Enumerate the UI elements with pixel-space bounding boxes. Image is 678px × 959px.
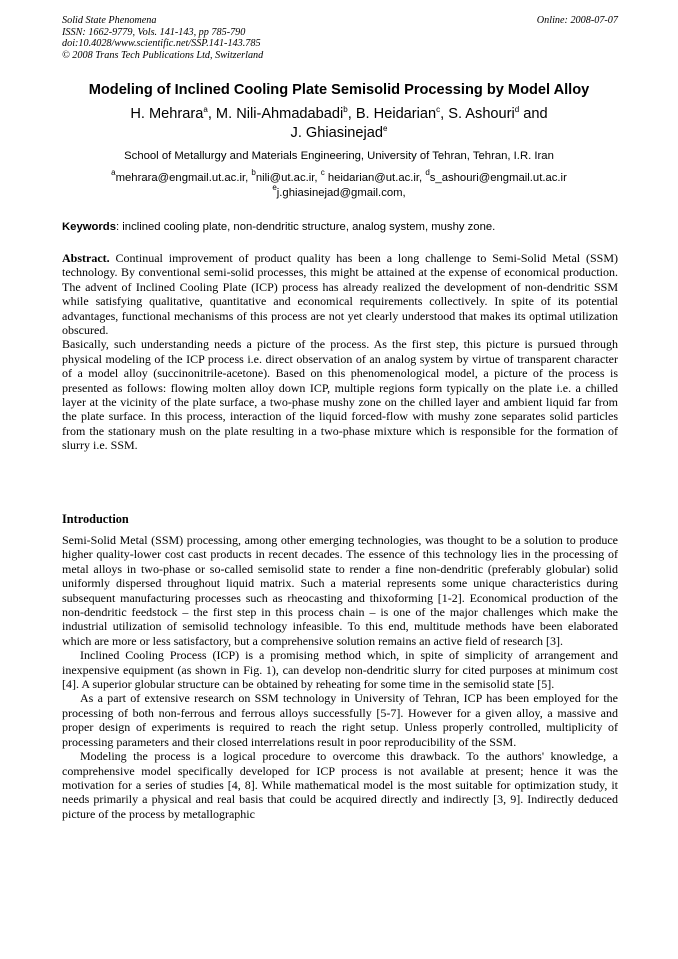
email-address: j.ghiasinejad@gmail.com, <box>276 186 406 199</box>
email-address: heidarian@ut.ac.ir, <box>324 172 426 184</box>
email-superscript: b <box>251 168 256 177</box>
journal-header <box>62 15 618 61</box>
doi-line: doi:10.4028/www.scientific.net/SSP.141-143.785 <box>62 38 261 50</box>
paper-title: Modeling of Inclined Cooling Plate Semisolid Processing by Model Alloy <box>88 82 590 98</box>
abstract-label: Abstract. <box>62 251 110 265</box>
author-superscript: c <box>436 105 441 114</box>
author-emails <box>40 168 638 200</box>
introduction-heading: Introduction <box>62 512 129 526</box>
keywords <box>62 220 618 234</box>
introduction-section <box>62 533 618 821</box>
author-superscript: e <box>383 124 388 133</box>
online-date: Online: 2008-07-07 <box>536 15 618 26</box>
keywords-label: Keywords <box>62 221 116 233</box>
email-address: nili@ut.ac.ir, <box>255 172 321 184</box>
author-connector: and <box>519 106 548 122</box>
intro-paragraph: As a part of extensive research on SSM technology in University of Tehran, ICP has been employed for the processing of both non-ferrous and ferrous alloys successfully [5-7]. However for a given alloy, a massive and proper design of experiments is required to reach the right setup. Unless properly controlled, multiplicity of processing parameters and their closed interrelations result in poor reproducibility of the SSM. <box>62 691 618 749</box>
email-superscript: a <box>111 168 116 177</box>
author-list <box>40 105 638 143</box>
abstract-text: Continual improvement of product quality has been a long challenge to Semi-Solid Metal (SSM) technology. By conventional semi-solid processes, this might be attained at the expense of economical production. The advent of Inclined Cooling Plate (ICP) process has already realized the development of non-dendritic SSM while satisfying qualitative, quantitative and economical requirements collectively. In spite of its potential advantages, functional mechanisms of this process are not yet clearly understood that makes its optimal utilization obscured. <box>62 251 618 338</box>
journal-name: Solid State Phenomena <box>62 15 157 26</box>
intro-paragraph: Semi-Solid Metal (SSM) processing, among other emerging technologies, was thought to be a solution to produce higher quality-lower cost cast products in recent decades. The essence of this technology lies in the processing of metal alloys in two-phase or so-called semisolid state to render a fine non-dendritic (preferably globular) solid uniformly dispersed throughout liquid matrix. Such a material represents some unique characteristics during subsequent manufacturing processes such as rheocasting and thixoforming [1-2]. Economical production of the non-dendritic feedstock – the first step in this process chain – is one of the major challenges which make the industrial utilization of semisolid technology infeasible. To this end, multitude methods have been elaborated which are more or less satisfactory, but a comprehensive solution remains an active field of research [3]. <box>62 533 618 648</box>
issn-line: ISSN: 1662-9779, Vols. 141-143, pp 785-790 <box>62 26 246 38</box>
intro-paragraph: Modeling the process is a logical procedure to overcome this drawback. To the authors' knowledge, a comprehensive model specifically developed for ICP process is not available at present; hence it was the motivation for a series of studies [4, 8]. While mathematical model is the most suitable for optimization study, it needs primarily a physical and real basis that could be acquired directly and indirectly [3, 9]. Indirectly deduced picture of the process by metallographic <box>62 749 618 821</box>
author-name: J. Ghiasinejad <box>290 125 384 141</box>
author-superscript: b <box>343 105 348 114</box>
author-name: , B. Heidarian <box>347 106 437 122</box>
abstract-section <box>62 251 618 453</box>
email-superscript: d <box>425 168 430 177</box>
email-address: s_ashouri@engmail.ut.ac.ir <box>429 172 567 184</box>
email-superscript: c <box>320 168 325 177</box>
abstract-paragraph <box>62 251 618 337</box>
intro-paragraph: Inclined Cooling Process (ICP) is a promising method which, in spite of simplicity of arrangement and inexpensive equipment (as shown in Fig. 1), can develop non-dendritic slurry for cited purposes at minimum cost [4]. A superior globular structure can be obtained by reheating for some time in the semisolid state [5]. <box>62 648 618 692</box>
author-name: , S. Ashouri <box>440 106 515 122</box>
email-superscript: e <box>272 182 277 192</box>
author-name: , M. Nili-Ahmadabadi <box>207 106 344 122</box>
author-name: H. Mehrara <box>130 106 204 122</box>
author-superscript: d <box>514 105 520 114</box>
affiliation: School of Metallurgy and Materials Engineering, University of Tehran, Tehran, I.R. Iran <box>124 150 554 162</box>
keywords-text: : inclined cooling plate, non-dendritic structure, analog system, mushy zone. <box>116 221 496 233</box>
email-address: mehrara@engmail.ut.ac.ir, <box>115 172 252 184</box>
author-superscript: a <box>203 105 208 114</box>
abstract-paragraph: Basically, such understanding needs a picture of the process. As the first step, this picture is pursued through physical modeling of the ICP process i.e. direct observation of an analog system by virtue of transparent character of a model alloy (succinonitrile-acetone). Based on this phenomenological model, a picture of the process is presented as follows: flowing molten alloy down ICP, multiple regions form typically on the plate i.e. a chilled layer at the vicinity of the plate surface, a two-phase mushy zone on the chilled layer and ambient liquid far from the plate surface. In this process, interaction of the liquid forced-flow with mushy zone separates solid particles from the stationary mush on the plate resulting in a two-phase mixture which is responsible for the formation of slurry i.e. SSM. <box>62 337 618 453</box>
copyright-line: © 2008 Trans Tech Publications Ltd, Switzerland <box>62 49 264 61</box>
